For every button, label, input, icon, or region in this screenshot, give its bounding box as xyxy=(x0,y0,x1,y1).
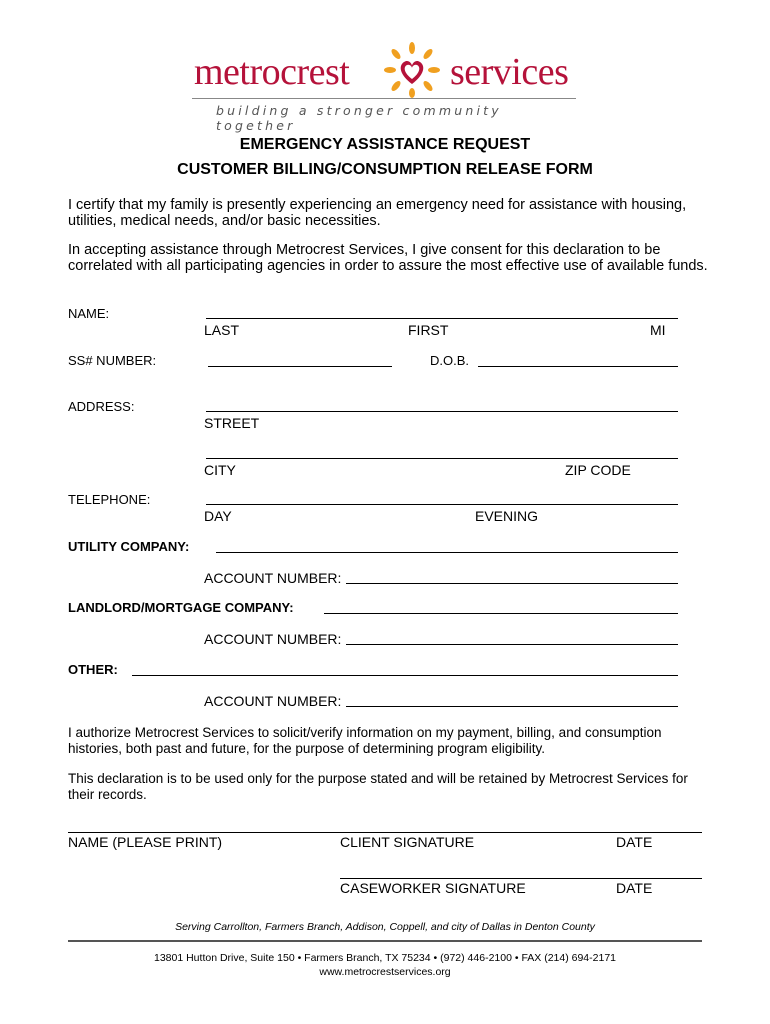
telephone-label: TELEPHONE: xyxy=(68,492,151,507)
name-field[interactable] xyxy=(206,318,678,319)
logo-tagline: building a stronger community together xyxy=(216,103,502,133)
ss-number-field[interactable] xyxy=(208,366,392,367)
dob-field[interactable] xyxy=(478,366,678,367)
ss-number-label: SS# NUMBER: xyxy=(68,353,157,368)
client-date-label: DATE xyxy=(616,834,653,850)
other-account-number-label: ACCOUNT NUMBER: xyxy=(204,693,342,709)
street-label: STREET xyxy=(204,415,260,431)
landlord-account-number-field[interactable] xyxy=(346,644,678,645)
other-account-number-field[interactable] xyxy=(346,706,678,707)
form-subtitle: CUSTOMER BILLING/CONSUMPTION RELEASE FORM xyxy=(177,161,593,178)
address-label: ADDRESS: xyxy=(68,399,135,414)
metrocrest-logo xyxy=(192,40,580,133)
logo-word-right: services xyxy=(450,51,569,93)
client-signature-line[interactable] xyxy=(68,832,702,833)
zip-code-label: ZIP CODE xyxy=(565,462,631,478)
form-title: EMERGENCY ASSISTANCE REQUEST xyxy=(239,136,531,153)
utility-account-number-label: ACCOUNT NUMBER: xyxy=(204,570,342,586)
telephone-field[interactable] xyxy=(206,504,678,505)
other-label: OTHER: xyxy=(68,662,118,677)
client-signature-label: CLIENT SIGNATURE xyxy=(340,834,475,850)
caseworker-date-label: DATE xyxy=(616,880,653,896)
landlord-company-field[interactable] xyxy=(324,613,678,614)
caseworker-signature-line[interactable] xyxy=(340,878,702,879)
declaration-paragraph: This declaration is to be used only for the purpose stated and will be retained by Metrocrest Services for their records. xyxy=(68,771,688,802)
evening-phone-label: EVENING xyxy=(475,508,539,524)
logo-divider xyxy=(192,98,576,99)
dob-label: D.O.B. xyxy=(430,353,470,368)
first-name-label: FIRST xyxy=(408,322,449,338)
footer-website: www.metrocrestservices.org xyxy=(319,966,451,978)
utility-account-number-field[interactable] xyxy=(346,583,678,584)
utility-company-field[interactable] xyxy=(216,552,678,553)
landlord-company-label: LANDLORD/MORTGAGE COMPANY: xyxy=(68,600,294,615)
footer-divider xyxy=(68,940,702,942)
authorization-paragraph: I authorize Metrocrest Services to solicit/verify information on my payment, billing, and consumption histories, both past and future, for the purpose of determining program eligibility. xyxy=(68,725,662,756)
consent-paragraph: In accepting assistance through Metrocrest Services, I give consent for this declaration to be correlated with all participating agencies in order to assure the most effective use of available funds. xyxy=(68,242,708,274)
certification-paragraph: I certify that my family is presently experiencing an emergency need for assistance with housing, utilities, medical needs, and/or basic necessities. xyxy=(68,197,687,229)
last-name-label: LAST xyxy=(204,322,240,338)
landlord-account-number-label: ACCOUNT NUMBER: xyxy=(204,631,342,647)
other-field[interactable] xyxy=(132,675,678,676)
name-print-label: NAME (PLEASE PRINT) xyxy=(68,834,223,850)
street-field[interactable] xyxy=(206,411,678,412)
footer-address: 13801 Hutton Drive, Suite 150 • Farmers Branch, TX 75234 • (972) 446-2100 • FAX (214) 694-2171 xyxy=(153,952,616,964)
city-zip-field[interactable] xyxy=(206,458,678,459)
name-label: NAME: xyxy=(68,306,110,321)
utility-company-label: UTILITY COMPANY: xyxy=(68,539,190,554)
service-area-note: Serving Carrollton, Farmers Branch, Addison, Coppell, and city of Dallas in Denton County xyxy=(175,921,595,933)
day-phone-label: DAY xyxy=(204,508,232,524)
caseworker-signature-label: CASEWORKER SIGNATURE xyxy=(340,880,526,896)
logo-word-left: metrocrest xyxy=(194,51,350,93)
city-label: CITY xyxy=(204,462,236,478)
middle-initial-label: MI xyxy=(650,322,666,338)
heart-sun-icon xyxy=(382,42,442,100)
